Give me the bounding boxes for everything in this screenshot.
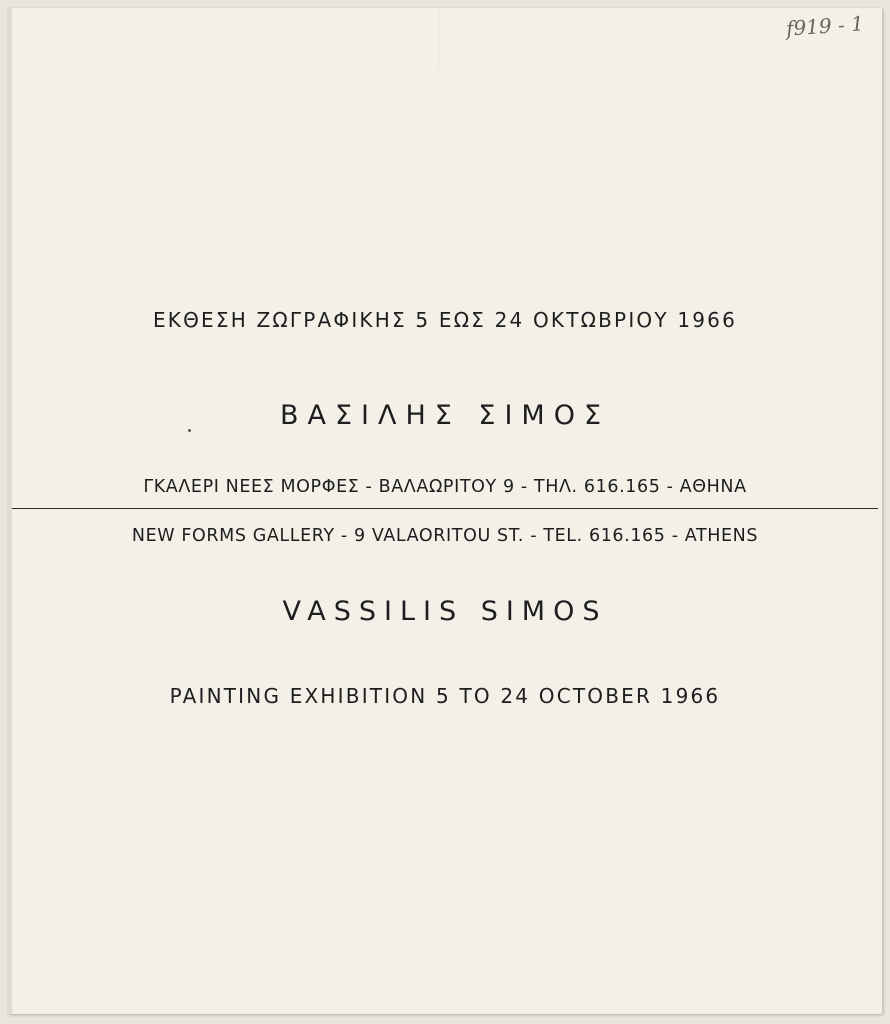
divider-line [12, 508, 878, 509]
greek-artist-name: ΒΑΣΙΛΗΣ ΣΙΜΟΣ [279, 400, 611, 431]
english-artist-name: VASSILIS SIMOS [282, 596, 608, 627]
greek-venue: ΓΚΑΛΕΡΙ ΝΕΕΣ ΜΟΡΦΕΣ - ΒΑΛΑΩΡΙΤΟΥ 9 - ΤΗΛ. 616.165 - ΑΘΗΝΑ [143, 477, 747, 497]
english-exhibition-title: PAINTING EXHIBITION 5 TO 24 OCTOBER 1966 [169, 684, 721, 708]
fold-crease [438, 8, 439, 68]
page-edge [8, 8, 12, 1014]
exhibition-card [8, 8, 882, 1014]
english-venue: NEW FORMS GALLERY - 9 VALAORITOU ST. - TEL. 616.165 - ATHENS [131, 526, 759, 546]
greek-exhibition-title: ΕΚΘΕΣΗ ΖΩΓΡΑΦΙΚΗΣ 5 ΕΩΣ 24 ΟΚΤΩΒΡΙΟΥ 1966 [152, 308, 738, 332]
archive-mark: f919 - 1 [785, 11, 865, 41]
